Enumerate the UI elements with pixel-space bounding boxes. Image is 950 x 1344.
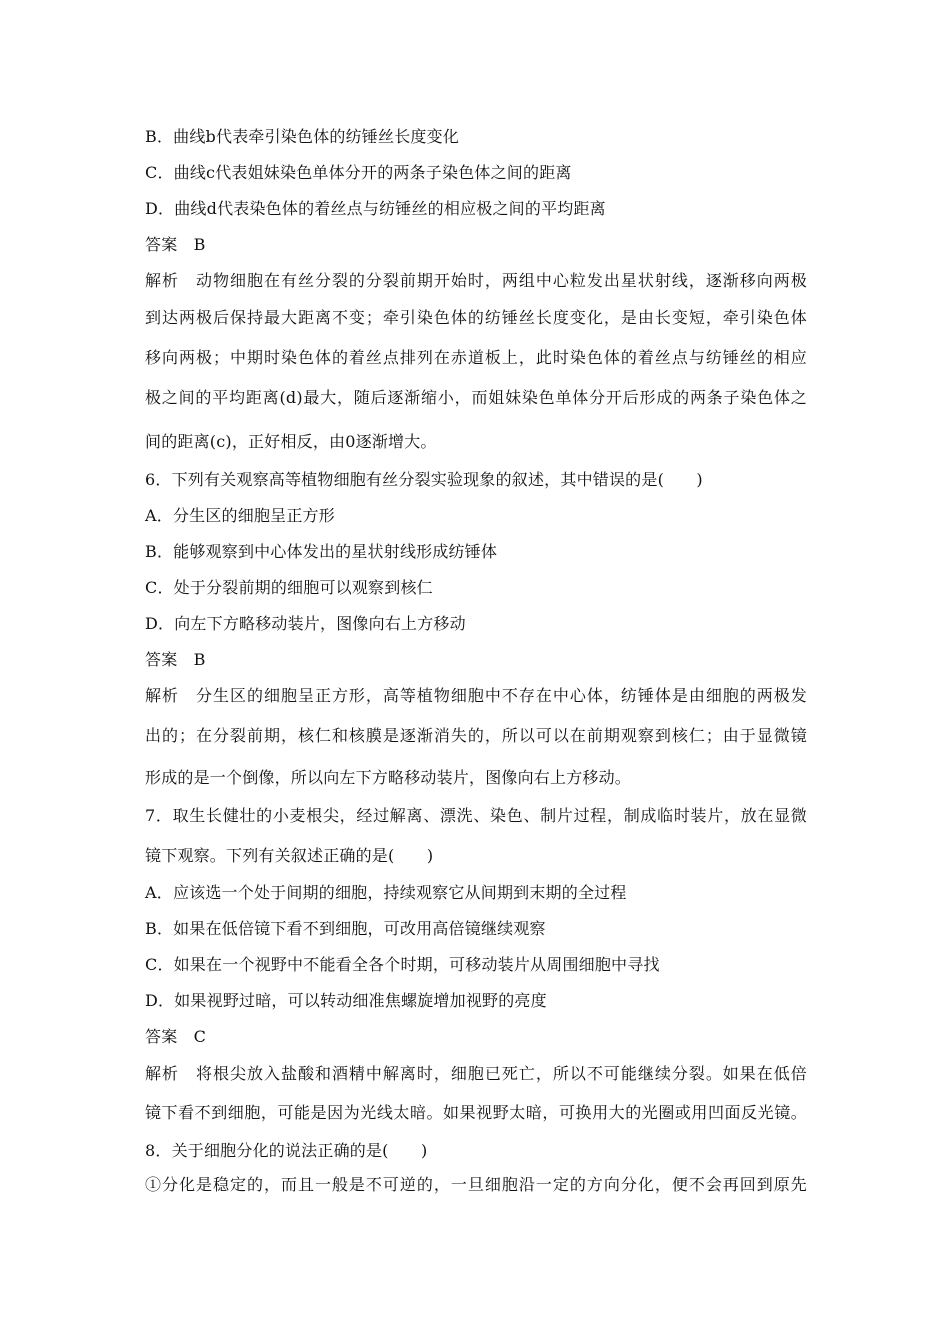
q7-analysis-line: 镜下看不到细胞，可能是因为光线太暗。如果视野太暗，可换用大的光圈或用凹面反光镜。 (145, 1103, 807, 1122)
q5-answer: 答案 B (145, 235, 206, 254)
q7-option-d: D．如果视野过暗，可以转动细准焦螺旋增加视野的亮度 (145, 991, 547, 1010)
q5-analysis-line: 移向两极；中期时染色体的着丝点排列在赤道板上，此时染色体的着丝点与纺锤丝的相应 (145, 348, 807, 367)
q5-option-b: B．曲线b代表牵引染色体的纺锤丝长度变化 (145, 127, 460, 146)
q8-stem: 8．关于细胞分化的说法正确的是( ) (145, 1141, 428, 1160)
q7-answer: 答案 C (145, 1027, 207, 1046)
q5-analysis-line: 到达两极后保持最大距离不变；牵引染色体的纺锤丝长度变化，是由长变短，牵引染色体 (145, 308, 807, 327)
q6-analysis-line: 出的；在分裂前期，核仁和核膜是逐渐消失的，所以可以在前期观察到核仁；由于显微镜 (145, 726, 807, 745)
q6-option-c: C．处于分裂前期的细胞可以观察到核仁 (145, 578, 433, 597)
q6-analysis-line: 解析 分生区的细胞呈正方形，高等植物细胞中不存在中心体，纺锤体是由细胞的两极发 (145, 686, 807, 705)
q7-analysis-line: 解析 将根尖放入盐酸和酒精中解离时，细胞已死亡，所以不可能继续分裂。如果在低倍 (145, 1064, 807, 1083)
q5-analysis-line: 间的距离(c)，正好相反，由0逐渐增大。 (145, 432, 437, 451)
q7-option-c: C．如果在一个视野中不能看全各个时期，可移动装片从周围细胞中寻找 (145, 955, 660, 974)
q5-option-d: D．曲线d代表染色体的着丝点与纺锤丝的相应极之间的平均距离 (145, 199, 606, 218)
q6-option-d: D．向左下方略移动装片，图像向右上方移动 (145, 614, 466, 633)
q6-option-b: B．能够观察到中心体发出的星状射线形成纺锤体 (145, 542, 498, 561)
q7-stem-line: 7．取生长健壮的小麦根尖，经过解离、漂洗、染色、制片过程，制成临时装片，放在显微 (145, 806, 807, 825)
q7-stem-line: 镜下观察。下列有关叙述正确的是( ) (145, 846, 434, 865)
q6-analysis-line: 形成的是一个倒像，所以向左下方略移动装片，图像向右上方移动。 (145, 768, 632, 787)
q6-stem: 6．下列有关观察高等植物细胞有丝分裂实验现象的叙述，其中错误的是( ) (145, 470, 703, 489)
q7-option-b: B．如果在低倍镜下看不到细胞，可改用高倍镜继续观察 (145, 919, 546, 938)
q5-option-c: C．曲线c代表姐妹染色单体分开的两条子染色体之间的距离 (145, 163, 572, 182)
q6-option-a: A．分生区的细胞呈正方形 (145, 506, 335, 525)
q6-answer: 答案 B (145, 650, 206, 669)
q5-analysis-line: 解析 动物细胞在有丝分裂的分裂前期开始时，两组中心粒发出星状射线，逐渐移向两极 (145, 271, 807, 290)
q7-option-a: A．应该选一个处于间期的细胞，持续观察它从间期到末期的全过程 (145, 883, 627, 902)
q8-item-1: ①分化是稳定的，而且一般是不可逆的，一旦细胞沿一定的方向分化，便不会再回到原先 (145, 1175, 807, 1194)
q5-analysis-line: 极之间的平均距离(d)最大，随后逐渐缩小，而姐妹染色单体分开后形成的两条子染色体之 (145, 388, 807, 407)
